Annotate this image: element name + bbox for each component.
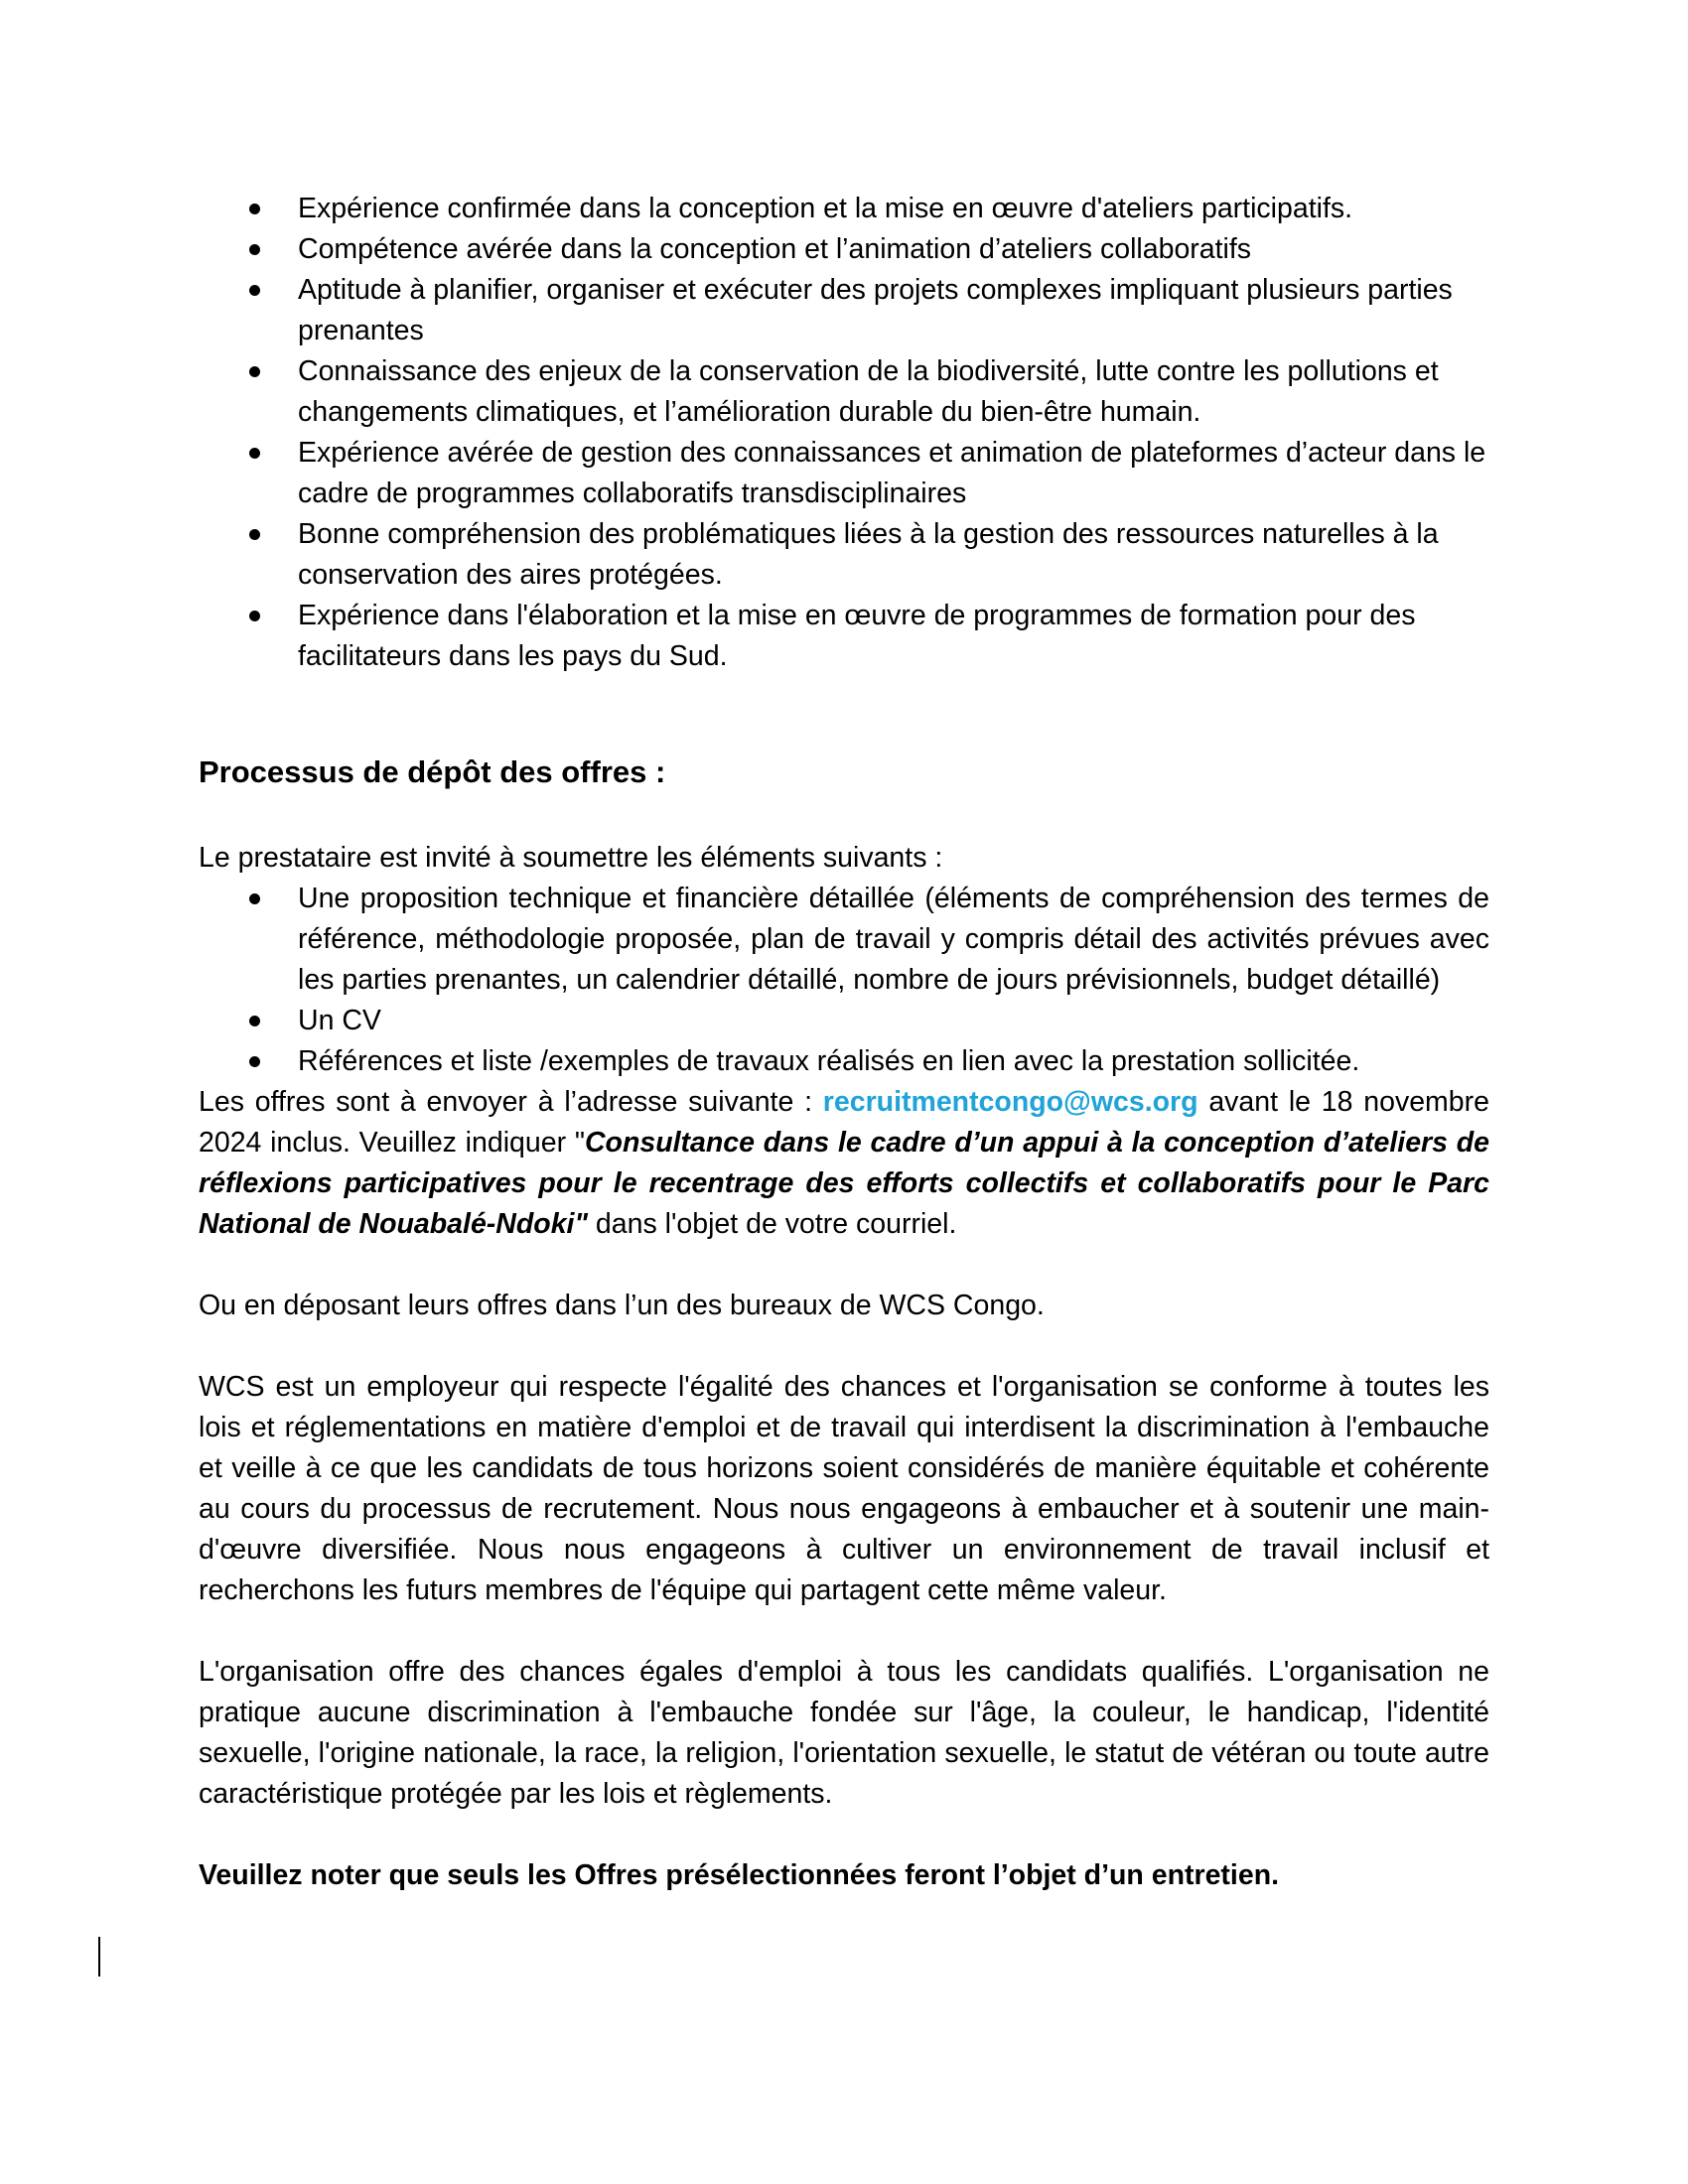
send-offer-prefix: Les offres sont à envoyer à l’adresse suivante :	[199, 1086, 823, 1118]
non-discrimination-paragraph: L'organisation offre des chances égales d'emploi à tous les candidats qualifiés. L'organisation ne pratique aucune discrimination à l'embauche fondée sur l'âge, la couleur, le handicap, l'identité sexuelle, l'origine nationale, la race, la religion, l'orientation sexuelle, le statut de vétéran ou toute autre caractéristique protégée par les lois et règlements.	[199, 1656, 1489, 1810]
bullet-icon	[249, 1016, 260, 1026]
final-note: Veuillez noter que seuls les Offres présélectionnées feront l’objet d’un entretien.	[199, 1859, 1280, 1891]
list-item	[199, 351, 1489, 433]
section-heading: Processus de dépôt des offres :	[199, 754, 666, 789]
bullet-icon	[249, 204, 260, 214]
send-offer-suffix: dans l'objet de votre courriel.	[587, 1208, 957, 1240]
bullet-icon	[249, 244, 260, 255]
bullet-icon	[249, 285, 260, 296]
list-item-text: Un CV	[298, 1005, 381, 1036]
list-item	[199, 514, 1489, 596]
list-item	[199, 879, 1489, 1001]
office-option-text: Ou en déposant leurs offres dans l’un des bureaux de WCS Congo.	[199, 1290, 1045, 1321]
list-item	[199, 189, 1489, 229]
qualifications-list	[199, 189, 1489, 677]
list-item-text: Expérience avérée de gestion des connaissances et animation de plateformes d’acteur dans le cadre de programmes collaboratifs transdisciplinaires	[298, 437, 1486, 509]
list-item-text: Compétence avérée dans la conception et l’animation d’ateliers collaboratifs	[298, 233, 1252, 265]
list-item	[199, 1001, 1489, 1041]
bullet-icon	[249, 448, 260, 459]
bullet-icon	[249, 529, 260, 540]
list-item	[199, 596, 1489, 677]
bullet-icon	[249, 366, 260, 377]
email-link[interactable]: recruitmentcongo@wcs.org	[822, 1086, 1198, 1118]
list-item	[199, 433, 1489, 514]
list-item-text: Expérience confirmée dans la conception et la mise en œuvre d'ateliers participatifs.	[298, 193, 1353, 224]
submission-list	[199, 879, 1489, 1082]
list-item	[199, 270, 1489, 351]
send-offer-paragraph	[199, 1082, 1489, 1245]
email-subject: Consultance dans le cadre d’un appui à la conception d’ateliers de réflexions participatives pour le recentrage des efforts collectifs et collaboratifs pour le Parc National de Nouabalé-Ndoki"	[199, 1127, 1489, 1240]
list-item	[199, 1041, 1489, 1082]
intro-text: Le prestataire est invité à soumettre les éléments suivants :	[199, 842, 943, 874]
document-body	[199, 189, 1489, 1896]
list-item-text: Bonne compréhension des problématiques liées à la gestion des ressources naturelles à la conservation des aires protégées.	[298, 518, 1439, 591]
list-item-text: Références et liste /exemples de travaux réalisés en lien avec la prestation sollicitée.	[298, 1045, 1360, 1077]
list-item-text: Une proposition technique et financière détaillée (éléments de compréhension des termes de référence, méthodologie proposée, plan de travail y compris détail des activités prévues avec les parties prenantes, un calendrier détaillé, nombre de jours prévisionnels, budget détaillé)	[298, 883, 1489, 996]
list-item-text: Connaissance des enjeux de la conservation de la biodiversité, lutte contre les pollutions et changements climatiques, et l’amélioration durable du bien-être humain.	[298, 355, 1439, 428]
bullet-icon	[249, 893, 260, 904]
list-item-text: Expérience dans l'élaboration et la mise en œuvre de programmes de formation pour des facilitateurs dans les pays du Sud.	[298, 600, 1416, 672]
text-cursor	[98, 1937, 100, 1977]
equal-opportunity-paragraph: WCS est un employeur qui respecte l'égalité des chances et l'organisation se conforme à toutes les lois et réglementations en matière d'emploi et de travail qui interdisent la discrimination à l'embauche et veille à ce que les candidats de tous horizons soient considérés de manière équitable et cohérente au cours du processus de recrutement. Nous nous engageons à embaucher et à soutenir une main-d'œuvre diversifiée. Nous nous engageons à cultiver un environnement de travail inclusif et recherchons les futurs membres de l'équipe qui partagent cette même valeur.	[199, 1371, 1489, 1606]
send-offer-middle: avant le 18 novembre 2024 inclus. Veuillez indiquer "	[199, 1086, 1489, 1159]
bullet-icon	[249, 1056, 260, 1067]
list-item-text: Aptitude à planifier, organiser et exécuter des projets complexes impliquant plusieurs parties prenantes	[298, 274, 1453, 346]
bullet-icon	[249, 611, 260, 621]
list-item	[199, 229, 1489, 270]
